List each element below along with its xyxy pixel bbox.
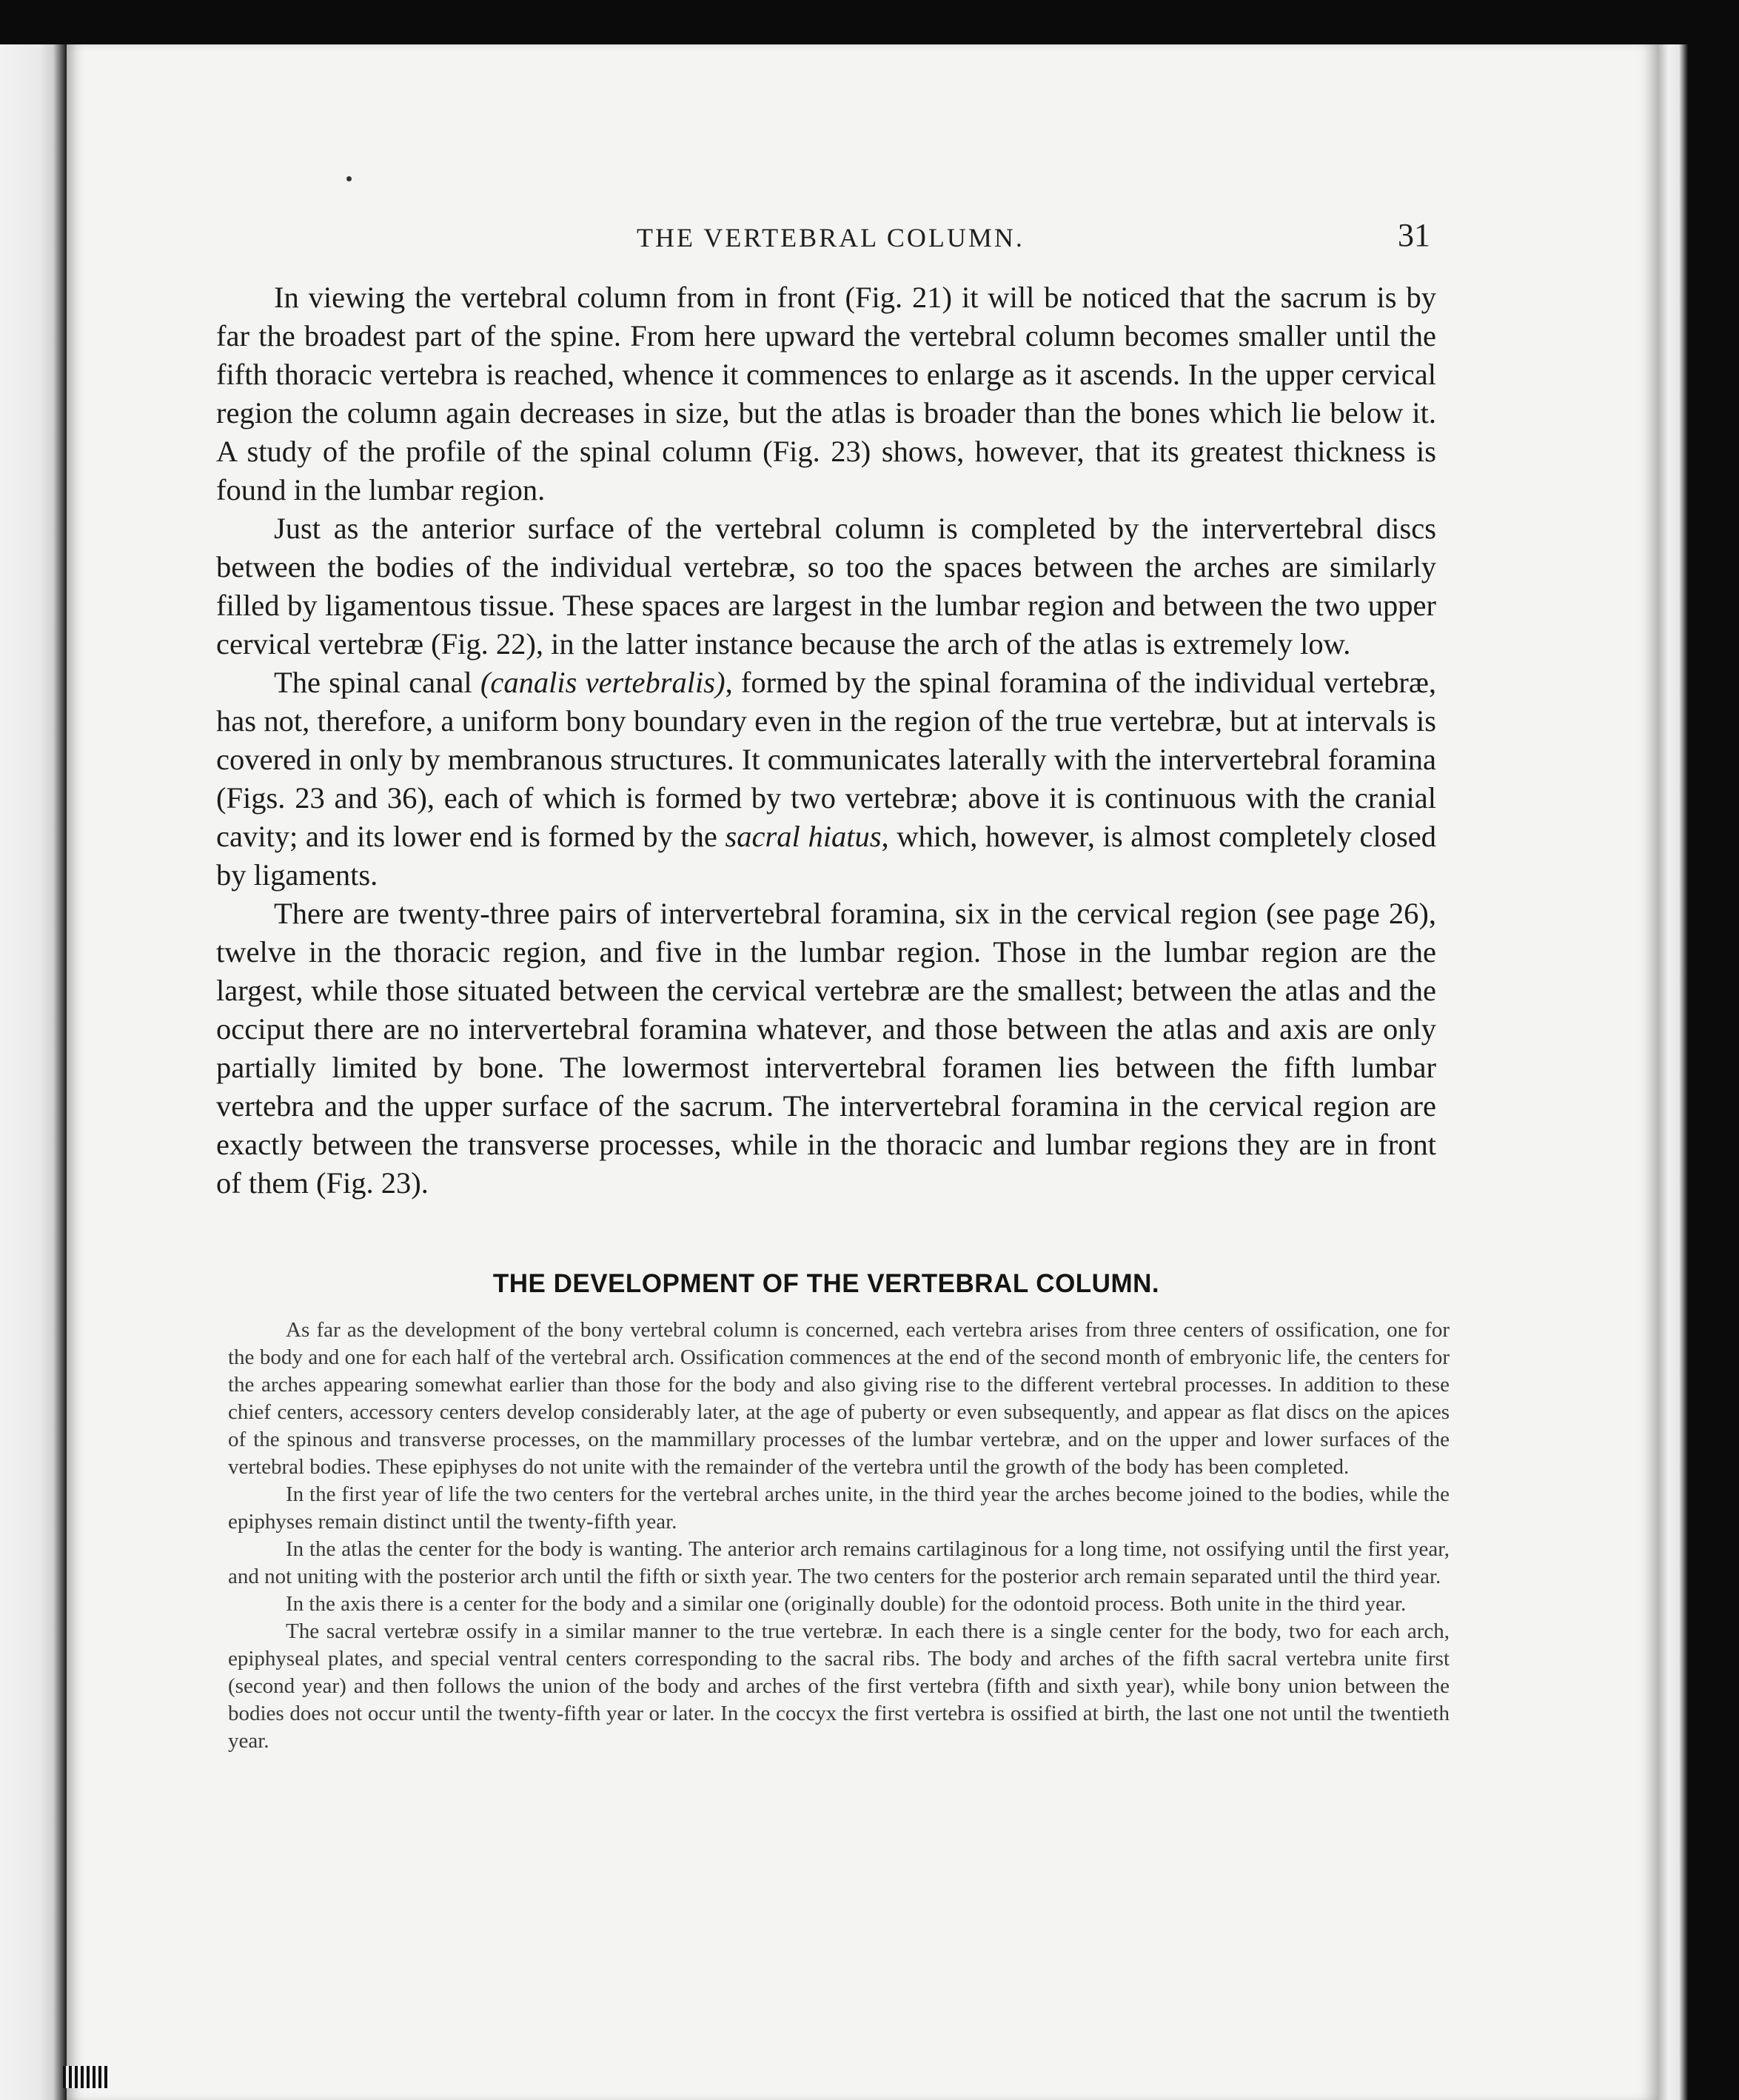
main-text [216, 278, 1436, 1203]
paragraph-3-text-c: , which, however, is almost completely closed by ligaments. [216, 820, 1437, 892]
paragraph-2 [216, 509, 1436, 663]
paragraph-1 [216, 278, 1436, 509]
section-heading: THE DEVELOPMENT OF THE VERTEBRAL COLUMN. [492, 1269, 1160, 1298]
paragraph-4-text: There are twenty-three pairs of intervertebral foramina, six in the cervical region (see page 26), twelve in the thoracic region, and five in the lumbar region. Those in the lumbar region are the largest, while those situated between the cervical vertebræ are the smallest; between the atlas and the occiput there are no intervertebral foramina whatever, and those between the atlas and axis are only partially limited by bone. The lowermost intervertebral foramen lies between the fifth lumbar vertebra and the upper surface of the sacrum. The intervertebral foramina in the cervical region are exactly between the transverse processes, while in the thoracic and lumbar regions they are in front of them (Fig. 23). [216, 897, 1436, 1200]
dev-paragraph-4: In the axis there is a center for the body and a similar one (originally double) for the odontoid process. Both unite in the third year. [286, 1592, 1407, 1616]
binding-marks [63, 2066, 107, 2088]
dev-paragraph-1: As far as the development of the bony vertebral column is concerned, each vertebra arises from three centers of ossification, one for the body and one for each half of the vertebral arch. Ossification commences at the end of the second month of embryonic life, the centers for the arches appearing somewhat earlier than those for the body and also giving rise to the different vertebral processes. In addition to these chief centers, accessory centers develop considerably later, at the age of puberty or even subsequently, and appear as flat discs on the apices of the spinous and transverse processes, on the mammillary processes of the lumbar vertebræ, and on the upper and lower surfaces of the vertebral bodies. These epiphyses do not unite with the remainder of the vertebra until the growth of the body has been completed. [228, 1318, 1450, 1479]
latin-term: (canalis vertebralis) [480, 666, 726, 699]
paragraph-4 [216, 894, 1436, 1203]
dev-paragraph-3: In the atlas the center for the body is wanting. The anterior arch remains cartilaginous for a long time, not ossifying until the first year, and not uniting with the posterior arch until the fifth or sixth year. The two centers for the posterior arch remain separated until the third year. [228, 1537, 1450, 1588]
ink-speck [346, 176, 352, 181]
page-number: 31 [1398, 217, 1430, 253]
dev-paragraph-5: The sacral vertebræ ossify in a similar manner to the true vertebræ. In each there is a single center for the body, two for each arch, epiphyseal plates, and special ventral centers corresponding to the sacral ribs. The body and arches of the fifth sacral vertebra unite first (second year) and then follows the union of the body and arches of the first vertebra (fifth and sixth year), while bony union between the bodies does not occur until the twenty-fifth year or later. In the coccyx the first vertebra is ossified at birth, the last one not until the twentieth year. [228, 1619, 1450, 1753]
paragraph-3 [216, 663, 1436, 894]
sacral-hiatus-term: sacral hiatus [725, 820, 882, 853]
left-page-edge [0, 44, 67, 2100]
development-text [228, 1317, 1450, 1755]
dev-paragraph-2: In the first year of life the two centers for the vertebral arches unite, in the third year the arches become joined to the bodies, while the epiphyses remain distinct until the twenty-fifth year. [228, 1482, 1450, 1534]
paragraph-2-text: Just as the anterior surface of the vertebral column is completed by the intervertebral discs between the bodies of the individual vertebræ, so too the spaces between the arches are similarly filled by ligamentous tissue. These spaces are largest in the lumbar region and between the two upper cervical vertebræ (Fig. 22), in the latter instance because the arch of the atlas is extremely low. [216, 512, 1436, 661]
running-title: THE VERTEBRAL COLUMN. [637, 223, 1025, 253]
paragraph-3-text-b: , formed by the spinal foramina of the individual vertebræ, has not, therefore, a uniform bony boundary even in the region of the true vertebræ, but at intervals is covered in only by membranous structures. It communicates laterally with the intervertebral foramina (Figs. 23 and 36), each of which is formed by two vertebræ; above it is continuous with the cranial cavity; and its lower end is formed by the [216, 666, 1436, 853]
paragraph-3-text-a: The spinal canal [274, 666, 480, 699]
paragraph-1-text: In viewing the vertebral column from in front (Fig. 21) it will be noticed that the sacrum is by far the broadest part of the spine. From here upward the vertebral column becomes smaller until the fifth thoracic vertebra is reached, whence it commences to enlarge as it ascends. In the upper cervical region the column again decreases in size, but the atlas is broader than the bones which lie below it. A study of the profile of the spinal column (Fig. 23) shows, however, that its greatest thickness is found in the lumbar region. [216, 281, 1436, 506]
right-page-edge [1658, 44, 1688, 2100]
